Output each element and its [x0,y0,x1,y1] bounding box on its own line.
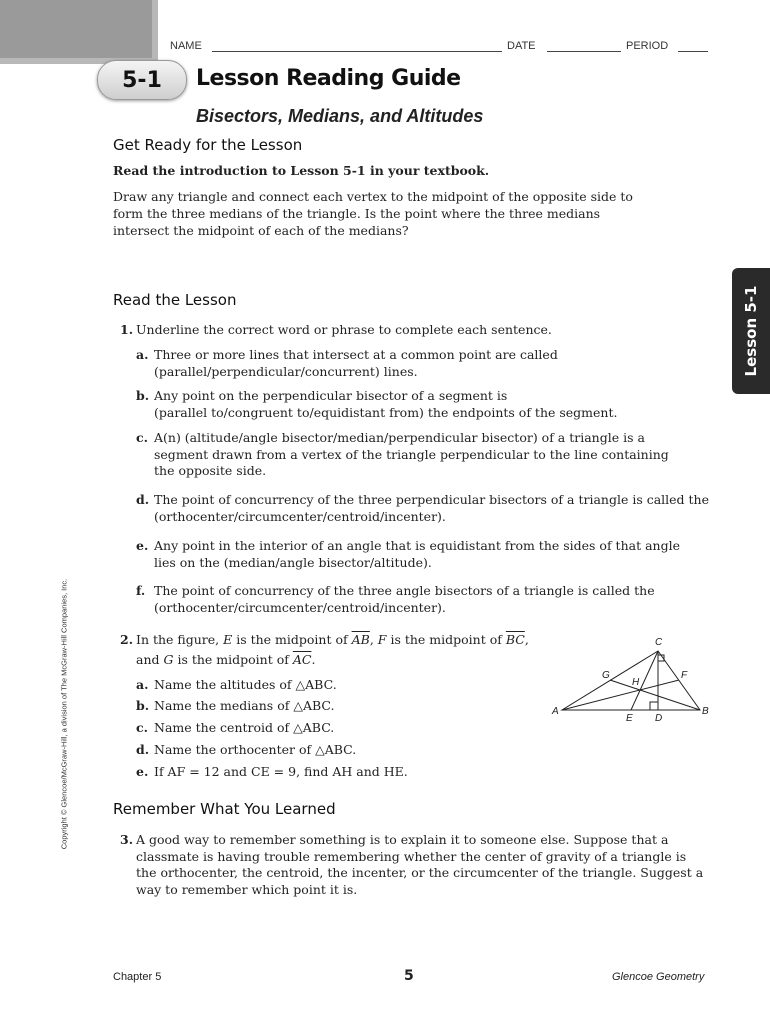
lesson-subtitle: Bisectors, Medians, and Altitudes [196,106,484,126]
side-tab-label: Lesson 5-1 [742,285,760,377]
part-line: Three or more lines that intersect at a common point are called [154,347,558,362]
question-number: 1. [120,322,134,337]
paragraph-line: Draw any triangle and connect each vertex to the midpoint of the opposite side to [113,189,633,204]
question-1d [136,492,716,525]
question-2d [136,742,536,759]
name-blank[interactable] [212,51,502,52]
part-line: A(n) (altitude/angle bisector/median/perpendicular bisector) of a triangle is a [154,430,645,445]
date-label: DATE [507,40,536,52]
part-line: segment drawn from a vertex of the triangle perpendicular to the line containing [154,446,669,462]
question-line: way to remember which point it is. [136,881,358,897]
part-label: b. [136,698,150,713]
paragraph-line: form the three medians of the triangle. Is the point where the three medians [113,206,601,221]
part-label: e. [136,538,149,553]
segment-ac: $\overline{AC}$ [292,651,312,667]
part-text: Name the centroid of △ABC. [154,720,335,735]
question-line: the orthocenter, the centroid, the incenter, or the circumcenter of the triangle. Suggest a [136,865,704,880]
question-line-1 [136,632,550,649]
question-1b [136,388,706,421]
question-text: Underline the correct word or phrase to complete each sentence. [136,322,552,337]
question-1f [136,583,706,616]
segment-bc: $\overline{BC}$ [505,632,525,647]
copyright-notice: Copyright © Glencoe/McGraw-Hill, a division of The McGraw-Hill Companies, Inc. [59,578,69,850]
question-3 [120,832,710,898]
text-run: and [136,651,164,667]
part-text: If AF = 12 and CE = 9, find AH and HE. [154,764,408,779]
part-label: f. [136,583,146,598]
segment-bg [610,680,700,710]
text-run: is the midpoint of [386,632,506,647]
triangle-abc [562,651,700,710]
question-2c [136,720,536,737]
lesson-side-tab [732,268,770,394]
corner-shade-inner [0,0,152,58]
lesson-number-badge: 5-1 [97,60,187,100]
question-1a [136,347,706,380]
get-ready-heading: Get Ready for the Lesson [113,136,303,154]
segment-af [562,680,679,710]
label-b: B [702,706,709,717]
question-line-2 [136,652,550,669]
part-text: Name the medians of △ABC. [154,698,335,713]
get-ready-paragraph [113,188,673,239]
text-run: , [524,632,529,647]
name-label: NAME [170,40,202,52]
question-2 [120,632,550,668]
text-run: G [163,651,174,667]
part-label: a. [136,347,149,362]
part-line: Any point on the perpendicular bisector of a segment is [154,388,508,403]
footer-chapter: Chapter 5 [113,971,162,983]
period-label: PERIOD [626,40,669,52]
get-ready-instruction: Read the introduction to Lesson 5-1 in your textbook. [113,163,490,178]
part-label: c. [136,430,148,445]
text-run: , [369,632,378,647]
part-text: Name the altitudes of △ABC. [154,677,337,692]
part-text: Name the orthocenter of △ABC. [154,742,357,757]
text-run: is the midpoint of [232,632,352,647]
text-run: E [223,632,233,647]
label-e: E [626,713,633,722]
footer-page-number: 5 [404,968,414,984]
label-c: C [655,637,663,648]
period-blank[interactable] [678,51,708,52]
part-label: e. [136,764,149,779]
paragraph-line: intersect the midpoint of each of the medians? [113,223,409,238]
question-number: 2. [120,632,134,647]
text-run: In the figure, [136,632,224,647]
part-line: (orthocenter/circumcenter/centroid/incenter). [154,599,446,615]
read-lesson-heading: Read the Lesson [113,291,237,309]
label-h: H [632,677,640,688]
part-label: b. [136,388,150,403]
right-angle-mark [650,702,658,710]
part-line: The point of concurrency of the three perpendicular bisectors of a triangle is called the [154,492,710,507]
label-f: F [681,670,688,681]
date-blank[interactable] [547,51,621,52]
part-label: a. [136,677,149,692]
question-2b [136,698,536,715]
page-title: Lesson Reading Guide [196,66,461,91]
part-label: d. [136,492,150,507]
part-line: (parallel to/congruent to/equidistant from) the endpoints of the segment. [154,404,618,420]
remember-heading: Remember What You Learned [113,800,336,818]
text-run: F [377,632,387,647]
question-2e [136,764,536,781]
text-run: is the midpoint of [173,651,293,667]
question-2a [136,677,536,694]
header-fields [170,40,710,54]
part-line: The point of concurrency of the three angle bisectors of a triangle is called the [154,583,655,598]
label-d: D [655,713,663,722]
question-1c [136,430,706,480]
part-label: d. [136,742,150,757]
label-g: G [602,670,610,681]
part-line: Any point in the interior of an angle that is equidistant from the sides of that angle [154,538,680,553]
part-label: c. [136,720,148,735]
question-1 [120,322,680,339]
question-number: 3. [120,832,134,847]
question-line: A good way to remember something is to explain it to someone else. Suppose that a [136,832,669,847]
part-line: (parallel/perpendicular/concurrent) lines. [154,363,418,379]
label-a: A [552,706,559,717]
segment-ab: $\overline{AB}$ [351,632,370,647]
part-line: (orthocenter/circumcenter/centroid/incenter). [154,508,446,524]
triangle-figure [548,632,718,722]
question-1e [136,538,706,571]
part-line: the opposite side. [154,463,267,478]
question-line: classmate is having trouble remembering whether the center of gravity of a triangle is [136,848,687,864]
part-line: lies on the (median/angle bisector/altitude). [154,554,432,570]
footer-book-title: Glencoe Geometry [612,971,705,983]
text-run: . [311,651,316,667]
